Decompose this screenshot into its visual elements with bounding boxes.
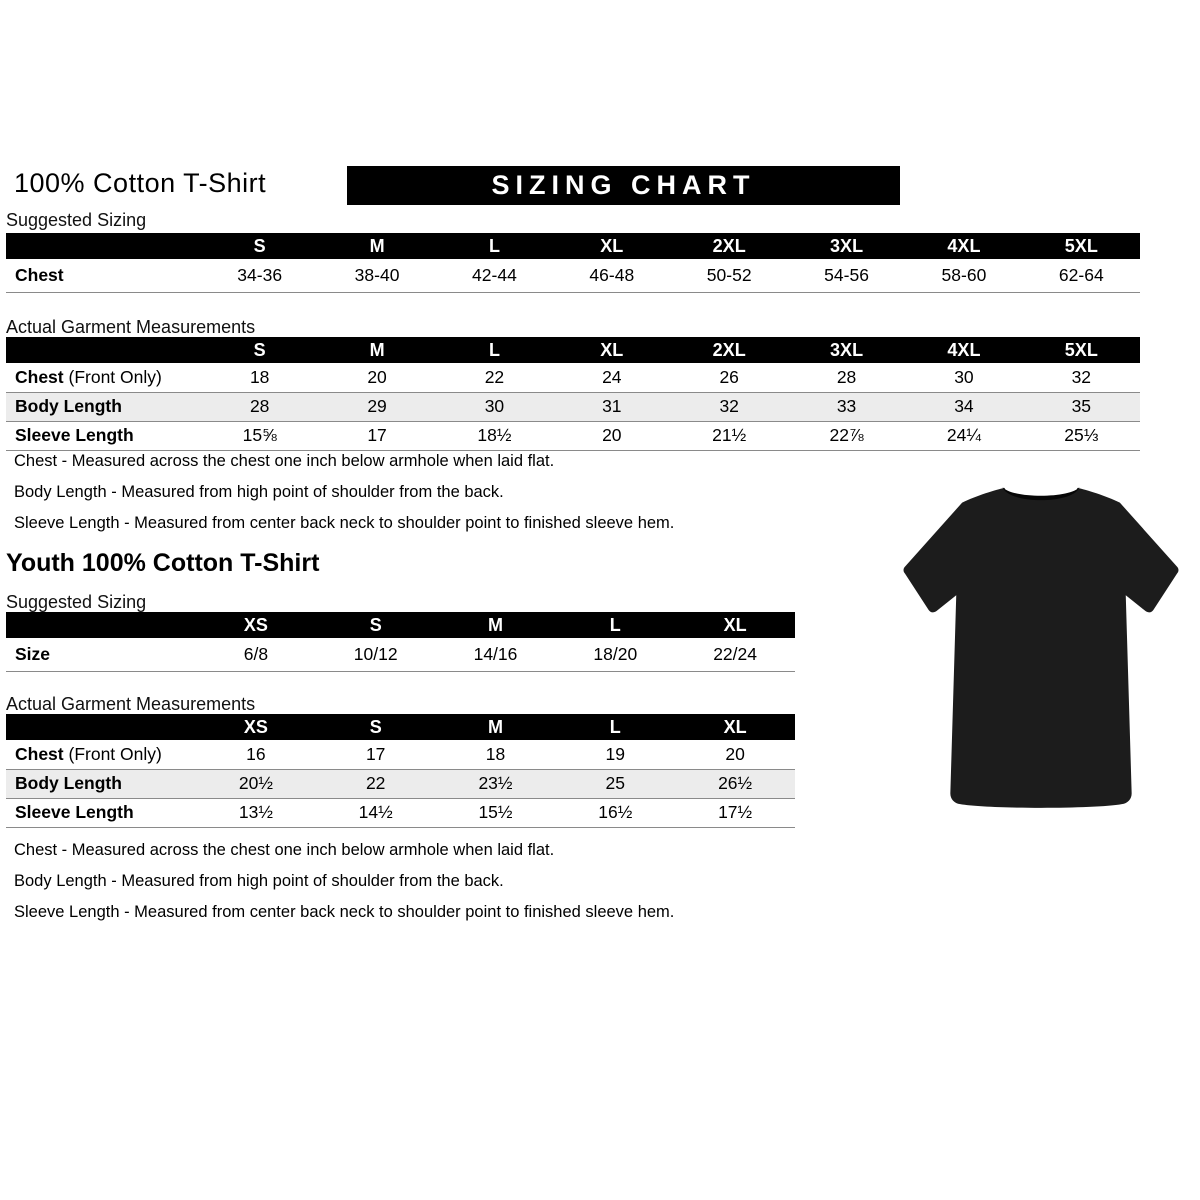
adult-suggested-sizing-table xyxy=(6,233,1140,293)
measurement-value-cell: 6/8 xyxy=(243,643,269,664)
measurement-value-cell: 18 xyxy=(249,366,270,387)
measurement-value-cell: 22⅞ xyxy=(829,425,864,445)
size-column-header: 3XL xyxy=(788,337,905,363)
measurement-value-cell: 20 xyxy=(725,743,745,764)
size-column-header: XS xyxy=(196,612,316,638)
adult-garment-measurements-label: Actual Garment Measurements xyxy=(6,317,256,337)
page-title: 100% Cotton T-Shirt xyxy=(14,168,267,198)
measurement-value-cell: 18 xyxy=(485,743,506,764)
measurement-value-cell: 13½ xyxy=(238,802,273,822)
size-column-header: 4XL xyxy=(905,337,1022,363)
measurement-value-cell: 28 xyxy=(201,392,318,421)
youth-note-body-length: Body Length - Measured from high point of shoulder from the back. xyxy=(14,872,504,890)
adult-note-chest: Chest - Measured across the chest one inch below armhole when laid flat. xyxy=(14,452,555,470)
row-label-suffix: (Front Only) xyxy=(68,743,162,764)
measurement-row xyxy=(6,363,1140,392)
size-column-header: 5XL xyxy=(1023,337,1140,363)
size-column-header: XS xyxy=(196,714,316,740)
measurement-value-cell: 15½ xyxy=(478,802,513,822)
measurement-row xyxy=(6,259,1140,292)
measurement-row xyxy=(6,798,795,827)
row-label-text: Size xyxy=(15,643,51,664)
measurement-value-cell: 21½ xyxy=(712,425,747,445)
measurement-row xyxy=(6,740,795,769)
measurement-value-cell: 14½ xyxy=(358,802,393,822)
size-column-header: L xyxy=(555,612,675,638)
youth-note-chest: Chest - Measured across the chest one inch below armhole when laid flat. xyxy=(14,841,555,859)
size-header-row xyxy=(6,337,1140,363)
size-header-row xyxy=(6,612,795,638)
measurement-value-cell: 15⅝ xyxy=(242,425,277,445)
youth-note-sleeve-length: Sleeve Length - Measured from center back neck to shoulder point to finished sleeve hem. xyxy=(14,903,675,921)
measurement-value-cell: 31 xyxy=(553,392,670,421)
measurement-value-cell: 24¼ xyxy=(946,425,981,445)
youth-suggested-sizing-label: Suggested Sizing xyxy=(6,592,147,612)
measurement-value-cell: 17½ xyxy=(718,802,753,822)
measurement-value-cell: 19 xyxy=(605,743,626,764)
row-label-text: Sleeve Length xyxy=(15,802,134,822)
size-column-header: XL xyxy=(675,612,795,638)
size-column-header: 4XL xyxy=(905,233,1022,259)
size-column-header: M xyxy=(318,337,435,363)
size-header-row xyxy=(6,233,1140,259)
measurement-value-cell: 20½ xyxy=(196,769,316,798)
adult-suggested-sizing-label: Suggested Sizing xyxy=(6,210,147,230)
adult-garment-measurements-table xyxy=(6,337,1140,451)
youth-garment-measurements-label: Actual Garment Measurements xyxy=(6,694,256,714)
adult-measurement-notes xyxy=(14,452,854,545)
measurement-row xyxy=(6,421,1140,450)
measurement-row xyxy=(6,392,1140,421)
measurement-value-cell: 42-44 xyxy=(472,264,517,285)
header-corner-cell xyxy=(6,233,201,259)
measurement-row xyxy=(6,769,795,798)
measurement-value-cell: 28 xyxy=(836,366,857,387)
measurement-value-cell: 58-60 xyxy=(941,264,987,285)
youth-garment-measurements-table xyxy=(6,714,795,828)
size-column-header: XL xyxy=(553,337,670,363)
row-label-text: Chest xyxy=(15,366,64,387)
measurement-value-cell: 25⅓ xyxy=(1064,425,1099,445)
tshirt-body-shape xyxy=(904,488,1179,808)
adult-note-sleeve-length: Sleeve Length - Measured from center back neck to shoulder point to finished sleeve hem. xyxy=(14,514,675,532)
tshirt-product-image xyxy=(893,476,1189,816)
size-column-header: S xyxy=(201,233,318,259)
header-corner-cell xyxy=(6,337,201,363)
row-label-text: Body Length xyxy=(15,396,122,416)
youth-measurement-notes xyxy=(14,841,854,934)
size-column-header: 2XL xyxy=(671,233,788,259)
row-label xyxy=(6,638,196,671)
measurement-value-cell: 10/12 xyxy=(353,643,398,664)
measurement-value-cell: 17 xyxy=(367,425,387,445)
measurement-value-cell: 34 xyxy=(905,392,1022,421)
measurement-value-cell: 30 xyxy=(954,366,974,387)
row-label xyxy=(6,421,201,450)
size-column-header: L xyxy=(436,337,553,363)
measurement-value-cell: 26 xyxy=(719,366,739,387)
size-column-header: S xyxy=(316,612,436,638)
row-label xyxy=(6,392,201,421)
size-column-header: M xyxy=(318,233,435,259)
measurement-value-cell: 18/20 xyxy=(593,643,638,664)
measurement-value-cell: 54-56 xyxy=(824,264,869,285)
row-label-text: Chest xyxy=(15,743,64,764)
row-label-suffix: (Front Only) xyxy=(68,366,162,387)
measurement-value-cell: 20 xyxy=(367,366,387,387)
size-column-header: 2XL xyxy=(671,337,788,363)
size-column-header: S xyxy=(316,714,436,740)
size-column-header: M xyxy=(436,714,556,740)
measurement-value-cell: 22 xyxy=(316,769,436,798)
measurement-row xyxy=(6,638,795,671)
measurement-value-cell: 24 xyxy=(602,366,622,387)
size-column-header: XL xyxy=(675,714,795,740)
size-header-row xyxy=(6,714,795,740)
measurement-value-cell: 16 xyxy=(246,743,266,764)
size-column-header: XL xyxy=(553,233,670,259)
row-label xyxy=(6,769,196,798)
measurement-value-cell: 32 xyxy=(1071,366,1092,387)
row-label xyxy=(6,798,196,827)
measurement-value-cell: 26½ xyxy=(675,769,795,798)
measurement-value-cell: 62-64 xyxy=(1058,264,1104,285)
measurement-value-cell: 30 xyxy=(436,392,553,421)
size-column-header: 5XL xyxy=(1023,233,1140,259)
measurement-value-cell: 38-40 xyxy=(354,264,400,285)
measurement-value-cell: 35 xyxy=(1023,392,1140,421)
adult-note-body-length: Body Length - Measured from high point of shoulder from the back. xyxy=(14,483,504,501)
measurement-value-cell: 46-48 xyxy=(589,264,635,285)
size-column-header: L xyxy=(436,233,553,259)
size-column-header: M xyxy=(436,612,556,638)
header-corner-cell xyxy=(6,714,196,740)
row-label-text: Body Length xyxy=(15,773,122,793)
youth-section-title: Youth 100% Cotton T-Shirt xyxy=(6,549,320,577)
measurement-value-cell: 25 xyxy=(555,769,675,798)
measurement-value-cell: 33 xyxy=(788,392,905,421)
header-corner-cell xyxy=(6,612,196,638)
row-label-text: Sleeve Length xyxy=(15,425,134,445)
measurement-value-cell: 14/16 xyxy=(473,643,518,664)
row-label xyxy=(6,363,201,392)
youth-suggested-sizing-table xyxy=(6,612,795,672)
row-label xyxy=(6,740,196,769)
row-label xyxy=(6,259,201,292)
sizing-chart-banner: SIZING CHART xyxy=(347,166,900,205)
size-column-header: 3XL xyxy=(788,233,905,259)
size-column-header: L xyxy=(555,714,675,740)
measurement-value-cell: 16½ xyxy=(598,802,633,822)
measurement-value-cell: 22 xyxy=(484,366,505,387)
measurement-value-cell: 34-36 xyxy=(237,264,283,285)
row-label-text: Chest xyxy=(15,264,64,285)
measurement-value-cell: 32 xyxy=(671,392,788,421)
measurement-value-cell: 17 xyxy=(365,743,386,764)
measurement-value-cell: 20 xyxy=(602,425,622,445)
measurement-value-cell: 18½ xyxy=(477,425,512,445)
size-column-header: S xyxy=(201,337,318,363)
measurement-value-cell: 23½ xyxy=(436,769,556,798)
measurement-value-cell: 29 xyxy=(318,392,435,421)
measurement-value-cell: 22/24 xyxy=(713,643,757,664)
measurement-value-cell: 50-52 xyxy=(706,264,752,285)
